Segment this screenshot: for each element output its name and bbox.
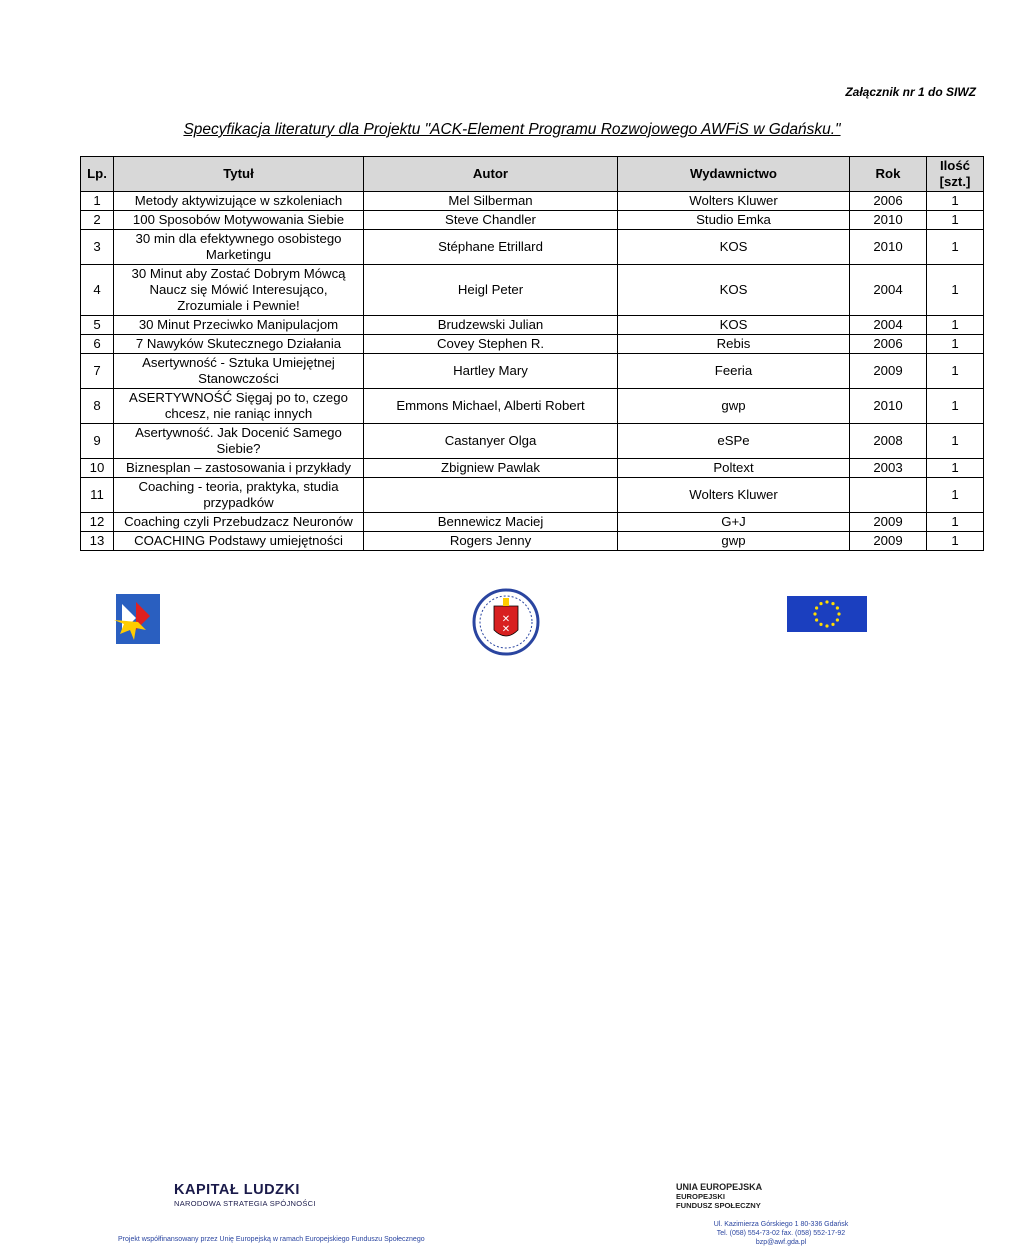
eu-line3: FUNDUSZ SPOŁECZNY [676,1201,761,1210]
cell-tytul: 30 Minut aby Zostać Dobrym Mówcą Naucz się Mówić Interesująco, Zrozumiale i Pewnie! [114,265,364,316]
cell-autor: Steve Chandler [364,211,618,230]
eu-star-icon [837,612,840,615]
cell-rok: 2009 [850,532,927,551]
svg-text:✕: ✕ [501,614,511,625]
cell-autor: Covey Stephen R. [364,335,618,354]
cell-ilosc: 1 [927,316,984,335]
cell-tytul: Biznesplan – zastosowania i przykłady [114,459,364,478]
cell-rok: 2006 [850,192,927,211]
table-row [81,513,984,532]
address: Ul. Kazimierza Górskiego 1 80-336 Gdańsk [713,1221,849,1228]
cell-wydawnictwo: Wolters Kluwer [618,478,850,513]
cell-ilosc: 1 [927,478,984,513]
footer [0,580,1024,1246]
cell-rok [850,478,927,513]
header-rok: Rok [850,157,927,192]
kapital-ludzki-title: KAPITAŁ LUDZKI [174,1182,300,1198]
cell-wydawnictwo: Studio Emka [618,211,850,230]
eu-lines [676,1192,761,1210]
eu-star-icon [825,624,828,627]
cell-autor: Rogers Jenny [364,532,618,551]
table-row [81,478,984,513]
cell-tytul: 30 min dla efektywnego osobistego Marketingu [114,230,364,265]
cell-wydawnictwo: eSPe [618,424,850,459]
cell-autor: Mel Silberman [364,192,618,211]
cell-ilosc: 1 [927,265,984,316]
email: bzp@awf.gda.pl [755,1239,807,1246]
cell-wydawnictwo: Poltext [618,459,850,478]
cell-lp: 10 [81,459,114,478]
header-lp: Lp. [81,157,114,192]
cell-lp: 1 [81,192,114,211]
cell-lp: 6 [81,335,114,354]
eu-star-icon [831,602,834,605]
table-row [81,532,984,551]
cell-autor: Bennewicz Maciej [364,513,618,532]
eu-star-icon [831,623,834,626]
table-row [81,354,984,389]
cell-tytul: Coaching czyli Przebudzacz Neuronów [114,513,364,532]
eu-star-icon [815,618,818,621]
cell-autor: Brudzewski Julian [364,316,618,335]
eu-star-icon [825,600,828,603]
eu-star-icon [836,618,839,621]
cell-tytul: 30 Minut Przeciwko Manipulacjom [114,316,364,335]
cell-ilosc: 1 [927,230,984,265]
cell-lp: 11 [81,478,114,513]
cell-rok: 2008 [850,424,927,459]
cell-lp: 3 [81,230,114,265]
cell-lp: 12 [81,513,114,532]
address-block [692,1220,870,1247]
eu-line1: UNIA EUROPEJSKA [676,1182,763,1192]
cell-lp: 13 [81,532,114,551]
cell-ilosc: 1 [927,532,984,551]
cell-tytul: Metody aktywizujące w szkoleniach [114,192,364,211]
table-row [81,265,984,316]
eu-star-icon [819,602,822,605]
kapital-ludzki-logo-icon [110,590,170,652]
svg-text:✕: ✕ [501,624,511,635]
table-row [81,230,984,265]
cell-rok: 2010 [850,211,927,230]
eu-flag-icon [787,596,867,632]
literature-table [80,156,984,551]
table-row [81,424,984,459]
cell-ilosc: 1 [927,424,984,459]
header-ilosc: Ilość [szt.] [927,157,984,192]
cofinance-note: Projekt współfinansowany przez Unię Europejską w ramach Europejskiego Funduszu Społecznego [118,1236,425,1243]
cell-autor: Emmons Michael, Alberti Robert [364,389,618,424]
cell-rok: 2010 [850,230,927,265]
eu-star-icon [836,606,839,609]
eu-star-icon [815,606,818,609]
cell-rok: 2009 [850,354,927,389]
eu-star-icon [813,612,816,615]
cell-lp: 2 [81,211,114,230]
cell-lp: 4 [81,265,114,316]
cell-rok: 2009 [850,513,927,532]
cell-wydawnictwo: Feeria [618,354,850,389]
annex-label: Załącznik nr 1 do SIWZ [845,85,976,99]
cell-ilosc: 1 [927,192,984,211]
header-autor: Autor [364,157,618,192]
gdansk-crest-icon [470,586,542,662]
cell-rok: 2004 [850,316,927,335]
cell-tytul: COACHING Podstawy umiejętności [114,532,364,551]
table-row [81,192,984,211]
phone-fax: Tel. (058) 554-73-02 fax. (058) 552-17-92 [716,1230,846,1237]
cell-autor: Hartley Mary [364,354,618,389]
table-header-row [81,157,984,192]
document-title: Specyfikacja literatury dla Projektu "ACK-Element Programu Rozwojowego AWFiS w Gdańsku." [183,121,841,138]
header-tytul: Tytuł [114,157,364,192]
table-row [81,211,984,230]
cell-autor: Castanyer Olga [364,424,618,459]
cell-tytul: ASERTYWNOŚĆ Sięgaj po to, czego chcesz, nie raniąc innych [114,389,364,424]
cell-tytul: Asertywność. Jak Docenić Samego Siebie? [114,424,364,459]
cell-wydawnictwo: Rebis [618,335,850,354]
cell-rok: 2004 [850,265,927,316]
cell-ilosc: 1 [927,459,984,478]
cell-lp: 5 [81,316,114,335]
cell-rok: 2003 [850,459,927,478]
cell-wydawnictwo: KOS [618,265,850,316]
eu-line2: EUROPEJSKI [676,1192,725,1201]
cell-ilosc: 1 [927,354,984,389]
table-row [81,316,984,335]
cell-ilosc: 1 [927,513,984,532]
cell-ilosc: 1 [927,335,984,354]
cell-tytul: Coaching - teoria, praktyka, studia przypadków [114,478,364,513]
table-row [81,335,984,354]
cell-ilosc: 1 [927,211,984,230]
cell-lp: 9 [81,424,114,459]
cell-wydawnictwo: gwp [618,532,850,551]
cell-autor: Zbigniew Pawlak [364,459,618,478]
cell-tytul: 100 Sposobów Motywowania Siebie [114,211,364,230]
cell-tytul: 7 Nawyków Skutecznego Działania [114,335,364,354]
cell-wydawnictwo: gwp [618,389,850,424]
cell-wydawnictwo: G+J [618,513,850,532]
kapital-ludzki-subtitle: NARODOWA STRATEGIA SPÓJNOŚCI [174,1199,316,1208]
cell-wydawnictwo: KOS [618,230,850,265]
cell-rok: 2006 [850,335,927,354]
cell-autor [364,478,618,513]
header-wydawnictwo: Wydawnictwo [618,157,850,192]
eu-star-icon [819,623,822,626]
cell-lp: 7 [81,354,114,389]
table-row [81,459,984,478]
cell-ilosc: 1 [927,389,984,424]
cell-wydawnictwo: KOS [618,316,850,335]
cell-autor: Stéphane Etrillard [364,230,618,265]
cell-tytul: Asertywność - Sztuka Umiejętnej Stanowczości [114,354,364,389]
cell-rok: 2010 [850,389,927,424]
table-row [81,389,984,424]
cell-lp: 8 [81,389,114,424]
cell-wydawnictwo: Wolters Kluwer [618,192,850,211]
cell-autor: Heigl Peter [364,265,618,316]
